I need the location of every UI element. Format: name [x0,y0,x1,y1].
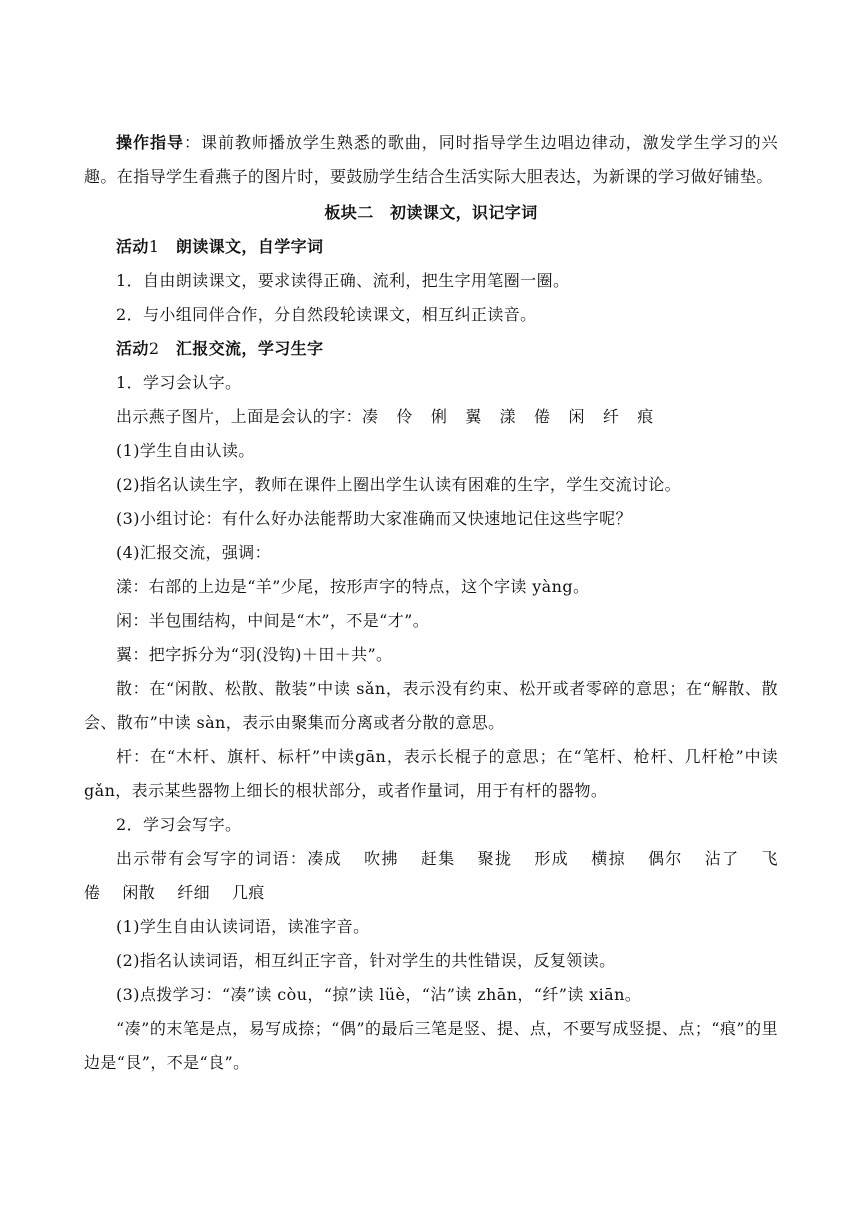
activity-1-heading [84,230,778,264]
recognize-char: 伶 [396,407,413,426]
activity-1-item: 1．自由朗读课文，要求读得正确、流利，把生字用笔圈一圈。 [116,271,570,290]
activity-2-title: 汇报交流，学习生字 [175,339,324,358]
write-word: 横掠 [591,849,626,868]
recognize-step: (3)小组讨论：有什么好办法能帮助大家准确而又快速地记住这些字呢？ [116,509,632,528]
write-word: 吹拂 [364,849,399,868]
activity-1-item: 2．与小组同伴合作，分自然段轮读课文，相互纠正读音。 [116,305,537,324]
write-word: 聚拢 [477,849,513,868]
char-note: 闲：半包围结构，中间是“木”，不是“才”。 [116,611,430,630]
activity-2-number: 2 [148,339,160,358]
document-page [84,126,778,1080]
write-word: 飞倦 [84,849,778,902]
operation-guide-paragraph [84,126,778,194]
recognize-char: 痕 [637,407,654,426]
char-note: 杆：在“木杆、旗杆、标杆”中读gān，表示长棍子的意思；在“笔杆、枪杆、几杆枪”中读gǎn，表示某些器物上细长的根状部分，或者作量词，用于有杆的器物。 [84,747,778,800]
recognize-step: (1)学生自由认读。 [116,441,255,460]
char-note: 翼：把字拆分为“羽(没钩)＋田＋共”。 [116,645,393,664]
activity-1-label: 活动 [116,237,149,256]
write-word: 形成 [534,849,570,868]
write-step: (2)指名认读词语，相互纠正字音，针对学生的共性错误，反复领读。 [116,951,616,970]
write-tip: “凑”的末笔是点，易写成捺；“偶”的最后三笔是竖、提、点，不要写成竖提、点；“痕”的里边是“艮”，不是“良”。 [84,1019,778,1072]
write-step: (1)学生自由认读词语，读准字音。 [116,917,370,936]
section-title: 板块二 初读课文，识记字词 [324,203,538,222]
recognize-char: 闲 [568,407,585,426]
activity-1-title: 朗读课文，自学字词 [175,237,324,256]
recognize-intro: 出示燕子图片，上面是会认的字： [116,407,363,426]
write-heading: 2．学习会写字。 [116,815,242,834]
write-step: (3)点拨学习：“凑”读 còu，“掠”读 lüè，“沾”读 zhān，“纤”读 xiān。 [116,985,642,1004]
operation-guide-label: 操作指导 [116,133,184,152]
recognize-char: 翼 [465,407,482,426]
activity-1-number: 1 [148,237,160,256]
write-word: 纤细 [177,883,211,902]
char-note: 散：在“闲散、松散、散装”中读 sǎn，表示没有约束、松开或者零碎的意思；在“解散、散会、散布”中读 sàn，表示由聚集而分离或者分散的意思。 [84,679,778,732]
recognize-char: 纤 [602,407,620,426]
recognize-char: 俐 [430,407,448,426]
activity-2-heading [84,332,778,366]
write-words-line [84,842,778,910]
recognize-step: (4)汇报交流，强调： [116,543,272,562]
write-word: 闲散 [122,883,156,902]
recognize-char: 倦 [534,407,551,426]
recognize-chars-line [84,400,778,434]
write-intro: 出示带有会写字的词语： [116,849,308,868]
char-note: 漾：右部的上边是“羊”少尾，按形声字的特点，这个字读 yàng。 [116,577,590,596]
recognize-char: 漾 [499,407,517,426]
recognize-step: (2)指名认读生字，教师在课件上圈出学生认读有困难的生字，学生交流讨论。 [116,475,682,494]
write-word: 赶集 [420,849,456,868]
recognize-char: 凑 [362,407,379,426]
write-word: 凑成 [307,849,343,868]
operation-guide-text: ：课前教师播放学生熟悉的歌曲，同时指导学生边唱边律动，激发学生学习的兴趣。在指导学生看燕子的图片时，要鼓励学生结合生活实际大胆表达，为新课的学习做好铺垫。 [84,133,778,186]
write-word: 几痕 [232,883,265,902]
write-word: 沾了 [704,849,740,868]
write-word: 偶尔 [647,849,683,868]
activity-2-label: 活动 [116,339,149,358]
recognize-heading: 1．学习会认字。 [116,373,242,392]
